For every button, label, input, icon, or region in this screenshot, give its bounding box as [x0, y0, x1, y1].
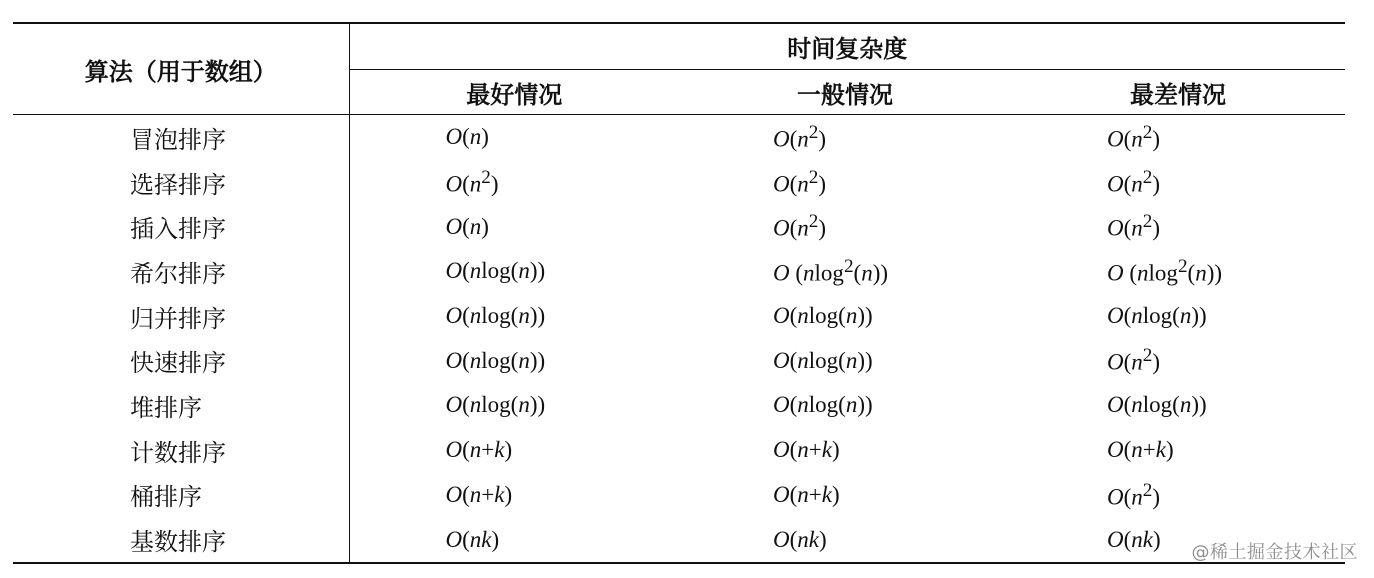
table-row: [13, 160, 1345, 205]
worst-case-header: 最差情况: [1011, 70, 1345, 115]
header-row-top: [13, 23, 1345, 70]
algorithm-name-cell: 归并排序: [13, 294, 349, 339]
algorithm-name-cell: 桶排序: [13, 473, 349, 518]
table-body: [13, 115, 1345, 563]
algorithm-name-cell: 基数排序: [13, 517, 349, 563]
watermark-text: @稀土掘金技术社区: [1191, 542, 1358, 563]
table-row: [13, 428, 1345, 473]
algorithm-name-cell: 冒泡排序: [13, 115, 349, 160]
average-case-cell: O(nk): [773, 526, 827, 552]
algorithm-name-cell: 插入排序: [13, 204, 349, 249]
best-case-cell: O(nk): [445, 526, 500, 552]
worst-case-cell: O(nk): [1107, 526, 1161, 552]
best-case-cell: O(nlog(n)): [445, 303, 546, 329]
table-row: [13, 338, 1345, 383]
best-case-cell: O(n+k): [445, 437, 513, 463]
algorithm-column-header: 算法（用于数组）: [13, 23, 349, 115]
worst-case-cell: $O(n^2)$: [1107, 345, 1161, 376]
best-case-cell: O(n): [445, 124, 489, 150]
worst-case-cell: O(n+k): [1107, 437, 1174, 463]
worst-case-cell: O (nlog$^2$(n)): [1107, 256, 1223, 286]
average-case-cell: $O(n^2)$: [773, 166, 827, 197]
worst-case-cell: O(nlog(n)): [1107, 303, 1207, 329]
best-case-cell: $O(n^2)$: [445, 166, 499, 197]
table-row: [13, 249, 1345, 294]
time-complexity-header: 时间复杂度: [349, 23, 1345, 70]
best-case-header: 最好情况: [349, 70, 679, 115]
best-case-cell: O(n): [445, 213, 489, 239]
table-row: [13, 473, 1345, 518]
average-case-cell: O(n+k): [773, 481, 840, 507]
complexity-table-wrapper: [13, 22, 1345, 564]
average-case-cell: $O(n^2)$: [773, 211, 827, 242]
average-case-cell: O(nlog(n)): [773, 303, 873, 329]
algorithm-name-cell: 堆排序: [13, 383, 349, 428]
algorithm-name-cell: 希尔排序: [13, 249, 349, 294]
sorting-complexity-table: [13, 22, 1345, 564]
average-case-cell: O(n+k): [773, 437, 840, 463]
average-case-cell: O(nlog(n)): [773, 347, 873, 373]
average-case-header: 一般情况: [679, 70, 1011, 115]
algorithm-name-cell: 选择排序: [13, 160, 349, 205]
worst-case-cell: $O(n^2)$: [1107, 479, 1161, 510]
table-row: [13, 383, 1345, 428]
average-case-cell: O(nlog(n)): [773, 392, 873, 418]
table-row: [13, 115, 1345, 160]
algorithm-name-cell: 计数排序: [13, 428, 349, 473]
best-case-cell: O(nlog(n)): [445, 347, 546, 373]
best-case-cell: O(nlog(n)): [445, 392, 546, 418]
worst-case-cell: $O(n^2)$: [1107, 122, 1161, 152]
best-case-cell: O(n+k): [445, 481, 513, 507]
worst-case-cell: O(nlog(n)): [1107, 392, 1207, 418]
average-case-cell: O (nlog$^2$(n)): [773, 256, 889, 286]
worst-case-cell: $O(n^2)$: [1107, 166, 1161, 197]
average-case-cell: $O(n^2)$: [773, 122, 827, 152]
worst-case-cell: $O(n^2)$: [1107, 211, 1161, 242]
table-row: [13, 517, 1345, 563]
table-row: [13, 204, 1345, 249]
algorithm-name-cell: 快速排序: [13, 338, 349, 383]
best-case-cell: O(nlog(n)): [445, 258, 546, 284]
table-row: [13, 294, 1345, 339]
